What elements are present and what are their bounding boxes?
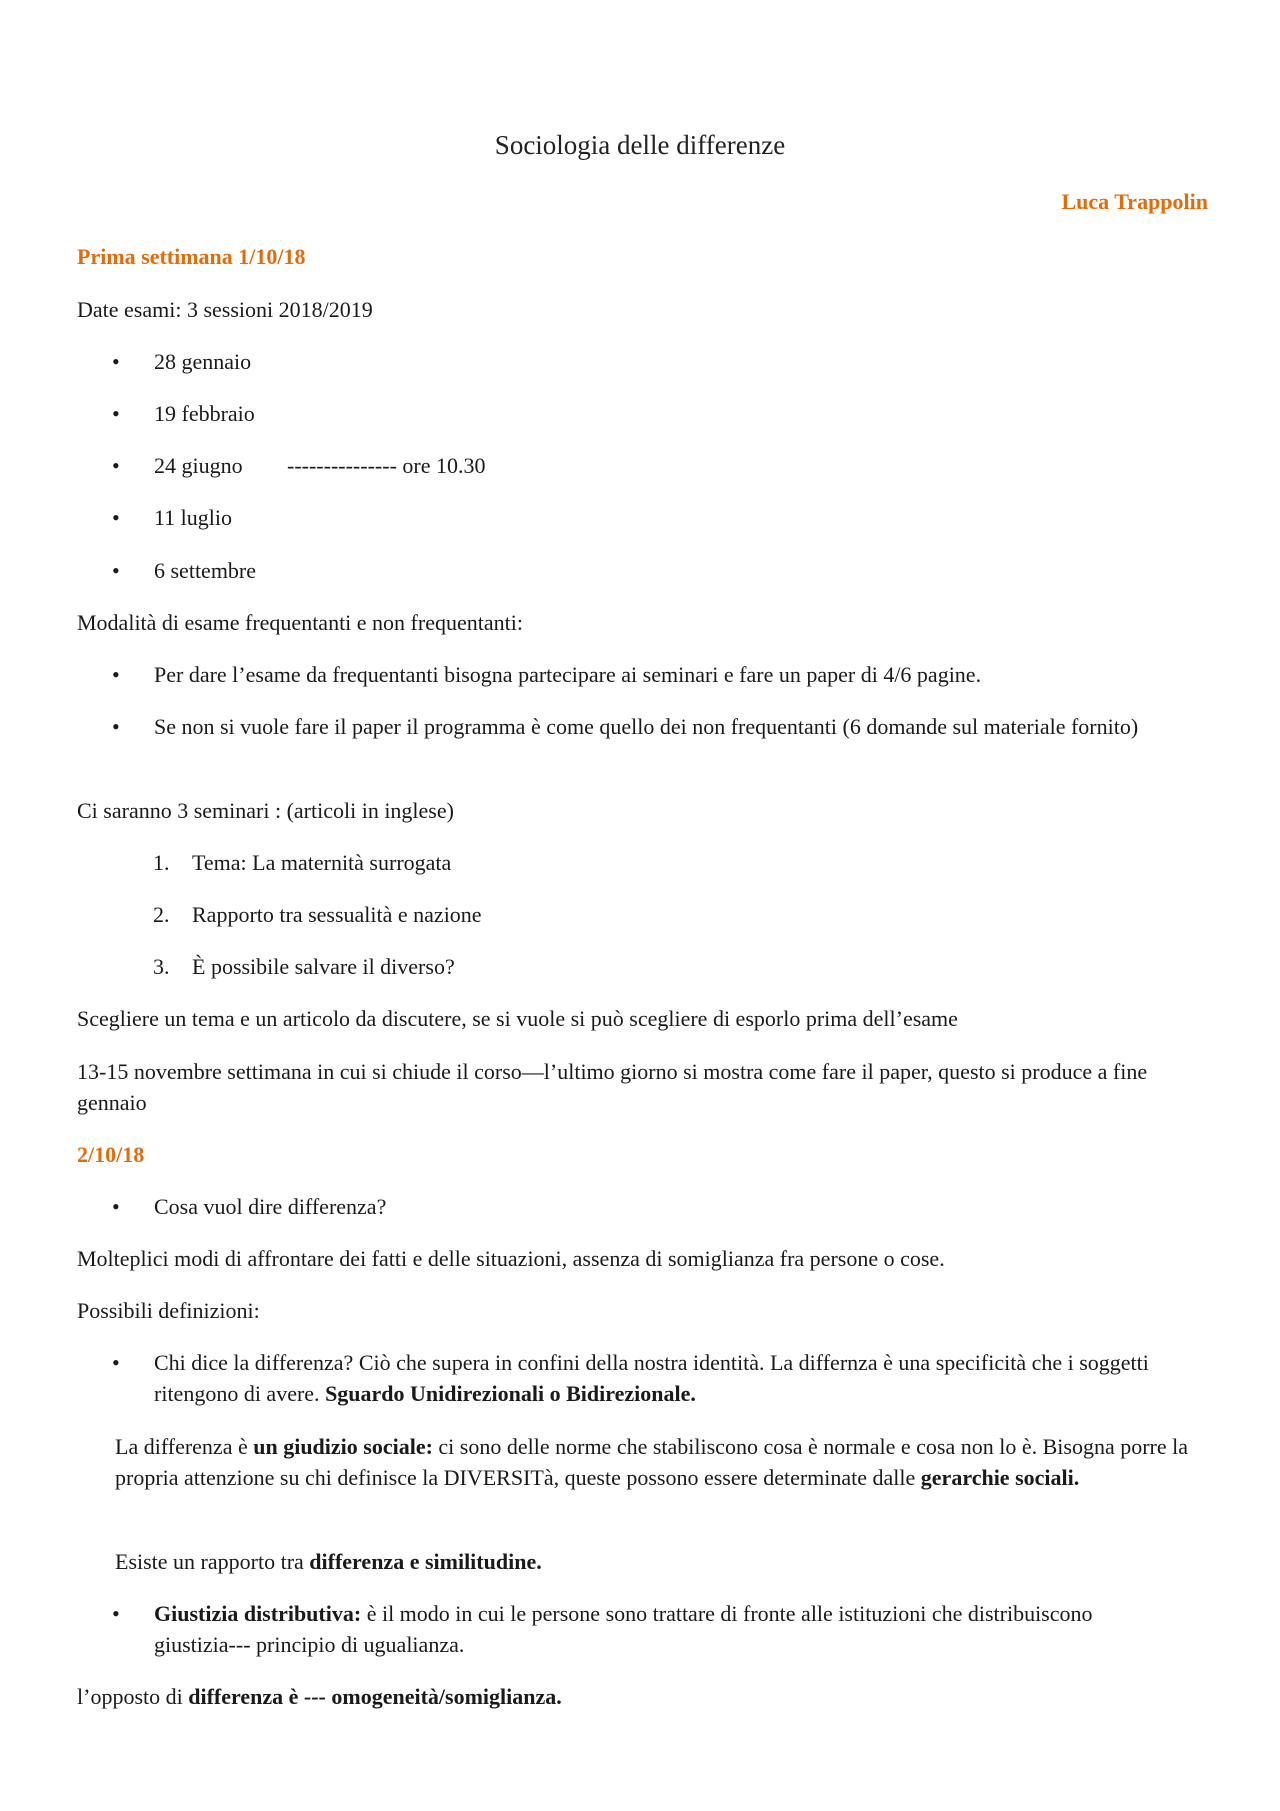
exam-time-note: --------------- ore 10.30 [287,453,486,478]
answer-paragraph: Molteplici modi di affrontare dei fatti e delle situazioni, assenza di somiglianza fra persone o cose. [77,1246,945,1271]
author-name: Luca Trappolin [1061,189,1208,214]
relation-bold: differenza e similitudine. [309,1549,542,1574]
modality-item: Per dare l’esame da frequentanti bisogna partecipare ai seminari e fare un paper di 4/6 pagine. [154,662,982,687]
seminar-item: Tema: La maternità surrogata [192,850,452,875]
section-heading-week1: Prima settimana 1/10/18 [77,244,306,269]
seminars-intro: Ci saranno 3 seminari : (articoli in inglese) [77,798,454,823]
choose-note: Scegliere un tema e un articolo da discutere, se si vuole si può scegliere di esporlo prima dell’esame [77,1006,958,1031]
bullet-icon: • [112,505,120,530]
bullet-icon: • [112,453,120,478]
definition-text: Chi dice la differenza? Ciò che supera in confini della nostra identità. La differnza è una specificità che i soggetti ritengono di avere. [154,1350,1149,1406]
exam-date-item: 24 giugno [154,453,243,478]
opposite-paragraph [77,1681,562,1712]
definition-bold: Sguardo Unidirezionali o Bidirezionale. [325,1381,696,1406]
seminar-number: 3. [153,954,170,979]
document-title: Sociologia delle differenze [494,130,786,160]
modality-item: Se non si vuole fare il paper il programma è come quello dei non frequentanti (6 domande sul materiale fornito) [154,714,1139,739]
exam-date-item: 19 febbraio [154,401,255,426]
bullet-icon: • [112,1194,120,1219]
bullet-icon: • [112,349,120,374]
justice-item [154,1598,1164,1660]
justice-bold: Giustizia distributiva: [154,1601,362,1626]
bullet-icon: • [112,558,120,583]
exam-date-item: 28 gennaio [154,349,252,374]
seminar-item: Rapporto tra sessualità e nazione [192,902,482,927]
definitions-intro: Possibili definizioni: [77,1298,260,1323]
social-bold-b: un giudizio sociale: [253,1434,433,1459]
seminar-number: 2. [153,902,170,927]
question-item: Cosa vuol dire differenza? [154,1194,387,1219]
section-heading-day2: 2/10/18 [77,1142,145,1167]
social-bold-d: gerarchie sociali. [920,1465,1080,1490]
justice-text: è il modo in cui le persone sono trattare di fronte alle istituzioni che distribuiscono giustizia--- principio di ugualianza. [154,1601,1093,1657]
social-judgement-paragraph [115,1431,1205,1493]
bullet-icon: • [112,1350,120,1375]
exam-dates-intro: Date esami: 3 sessioni 2018/2019 [77,297,373,322]
social-text-c: ci sono delle norme che stabiliscono cosa è normale e cosa non lo è. Bisogna porre la propria attenzione su chi definisce la DIVERSITà, queste possono essere determinate dalle [115,1434,1189,1490]
exam-date-item: 11 luglio [154,505,233,530]
exam-date-item: 6 settembre [154,558,257,583]
seminar-item: È possibile salvare il diverso? [192,954,455,979]
bullet-icon: • [112,1601,120,1626]
relation-text: Esiste un rapporto tra [115,1549,310,1574]
seminar-number: 1. [153,850,170,875]
bullet-icon: • [112,714,120,739]
definition-item [154,1347,1164,1409]
bullet-icon: • [112,401,120,426]
opposite-text: l’opposto di [77,1684,189,1709]
social-text-a: La differenza è [115,1434,254,1459]
opposite-bold: differenza è --- omogeneità/somiglianza. [188,1684,562,1709]
relation-paragraph [115,1546,542,1577]
bullet-icon: • [112,662,120,687]
modalities-intro: Modalità di esame frequentanti e non frequentanti: [77,610,523,635]
course-end-note: 13-15 novembre settimana in cui si chiude il corso—l’ultimo giorno si mostra come fare il paper, questo si produce a fine gennaio [77,1059,1148,1115]
